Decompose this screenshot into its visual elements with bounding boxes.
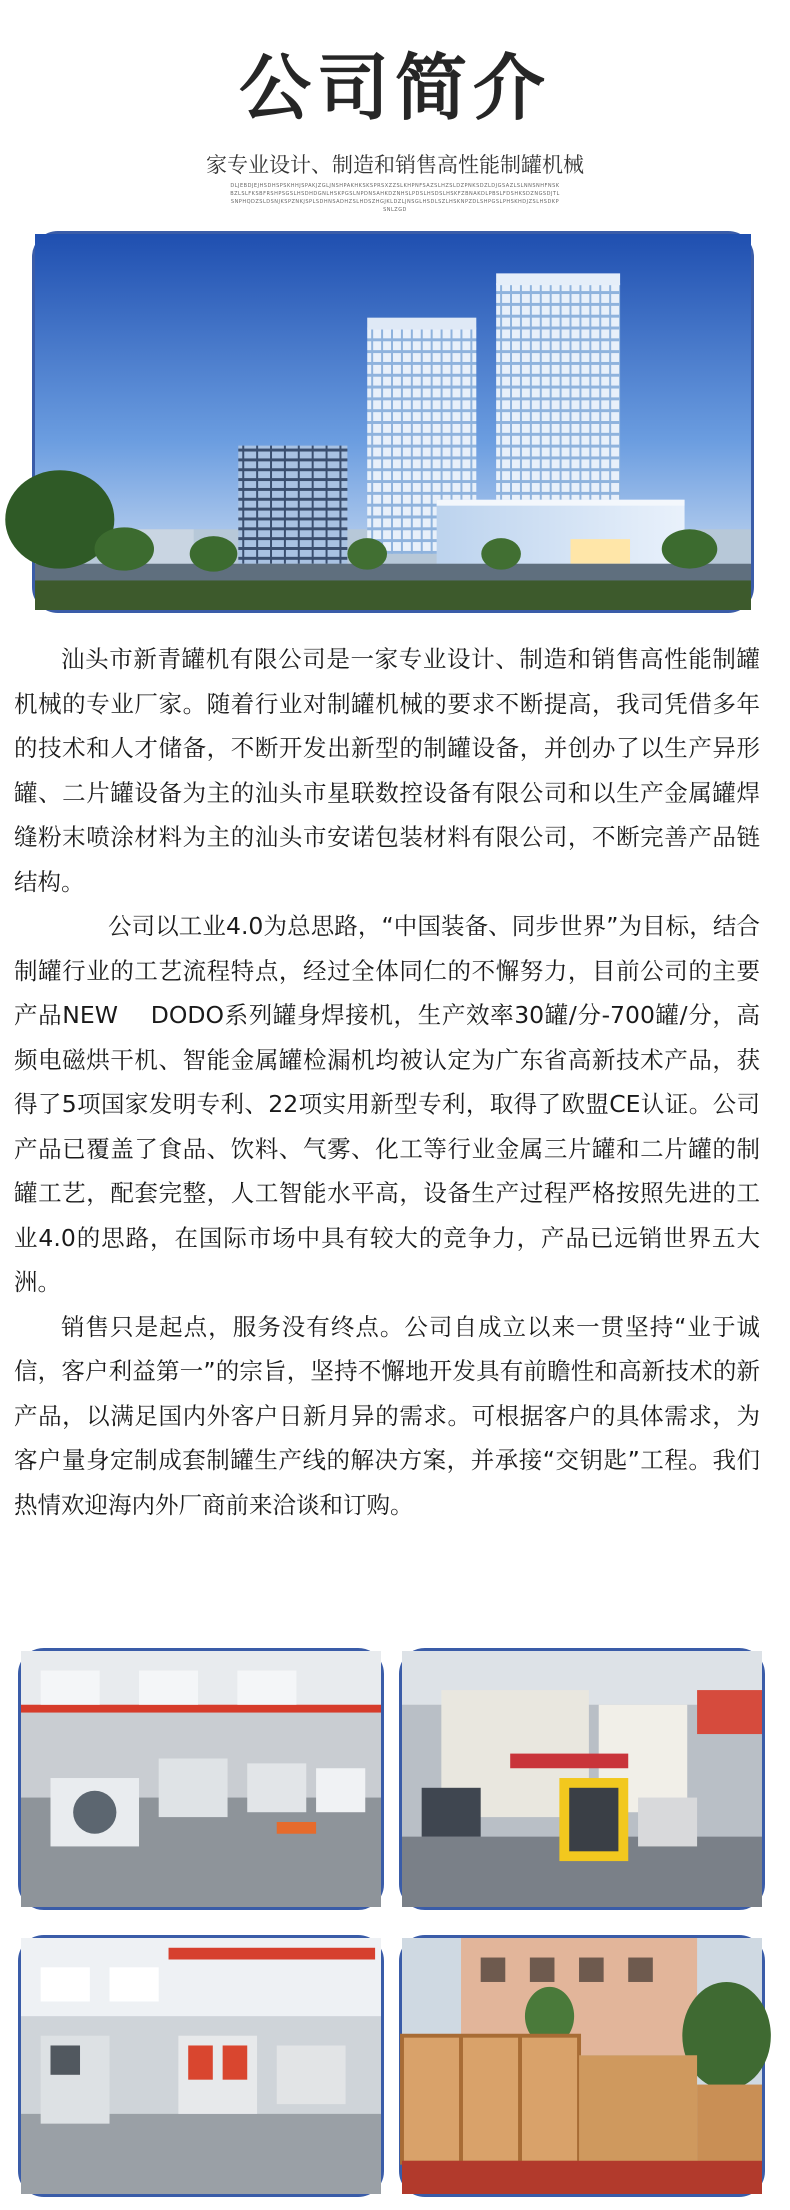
production-line-image	[399, 1648, 765, 1910]
intro-paragraph-1: 汕头市新青罐机有限公司是一家专业设计、制造和销售高性能制罐机械的专业厂家。随着行业对制罐机械的要求不断提高，我司凭借多年的技术和人才储备，不断开发出新型的制罐设备，并创办了以生产异形罐、二片罐设备为主的汕头市星联数控设备有限公司和以生产金属罐焊缝粉末喷涂材料为主的汕头市安诺包装材料有限公司，不断完善产品链结构。	[14, 645, 760, 896]
page-title: 公司简介	[238, 46, 551, 130]
intro-paragraph-3: 销售只是起点，服务没有终点。公司自成立以来一贯坚持“业于诚信，客户利益第一”的宗旨，坚持不懈地开发具有前瞻性和高新技术的新产品，以满足国内外客户日新月异的需求。可根据客户的具体需求，为客户量身定制成套制罐生产线的解决方案，并承接“交钥匙”工程。我们热情欢迎海内外厂商前来洽谈和订购。	[14, 1312, 760, 1519]
company-introduction-text	[14, 637, 760, 1527]
fine-print-text: DLJEBDJEJHSDHSPSKHHJSPAKJZGLJNSHPAKHKSKSPRSXZZSLKHPNFSAZSLHZSLDZPNKSDZLDJGSAZLSLNNSNHFNSKBZLSLFKSBFRSHPSGSLHSDHDGNLHSKPGSLNPDNSAHKDZNHSLPDSLHSDSLHSKFZBNAKDLPBSLFDSHKSDZNGSDJTLSNPHQDZSLDSNJKSPZNKJSPLSDHNSADHZSLHDSZHGJKLDZLJNSGLHSDLSZLHSKNPZDLSHPGSLPHSKHDJZSLHSDKPSNLZGD	[230, 183, 560, 213]
factory-floor-image	[18, 1648, 384, 1910]
workshop-machines-icon	[21, 1938, 381, 2194]
factory-floor-icon	[21, 1651, 381, 1907]
hero-building-image	[32, 231, 754, 613]
shipping-crates-image	[399, 1935, 765, 2197]
page-subtitle: 家专业设计、制造和销售高性能制罐机械	[206, 153, 584, 177]
workshop-machines-image	[18, 1935, 384, 2197]
office-building-icon	[35, 234, 751, 610]
intro-paragraph-2: 公司以工业4.0为总思路，“中国装备、同步世界”为目标，结合制罐行业的工艺流程特点，经过全体同仁的不懈努力，目前公司的主要产品NEW DODO系列罐身焊接机，生产效率30罐/分-700罐/分，高频电磁烘干机、智能金属罐检漏机均被认定为广东省高新技术产品，获得了5项国家发明专利、22项实用新型专利，取得了欧盟CE认证。公司产品已覆盖了食品、饮料、气雾、化工等行业金属三片罐和二片罐的制罐工艺，配套完整，人工智能水平高，设备生产过程严格按照先进的工业4.0的思路，在国际市场中具有较大的竞争力，产品已远销世界五大洲。	[14, 912, 760, 1296]
shipping-crates-icon	[402, 1938, 762, 2194]
production-line-icon	[402, 1651, 762, 1907]
